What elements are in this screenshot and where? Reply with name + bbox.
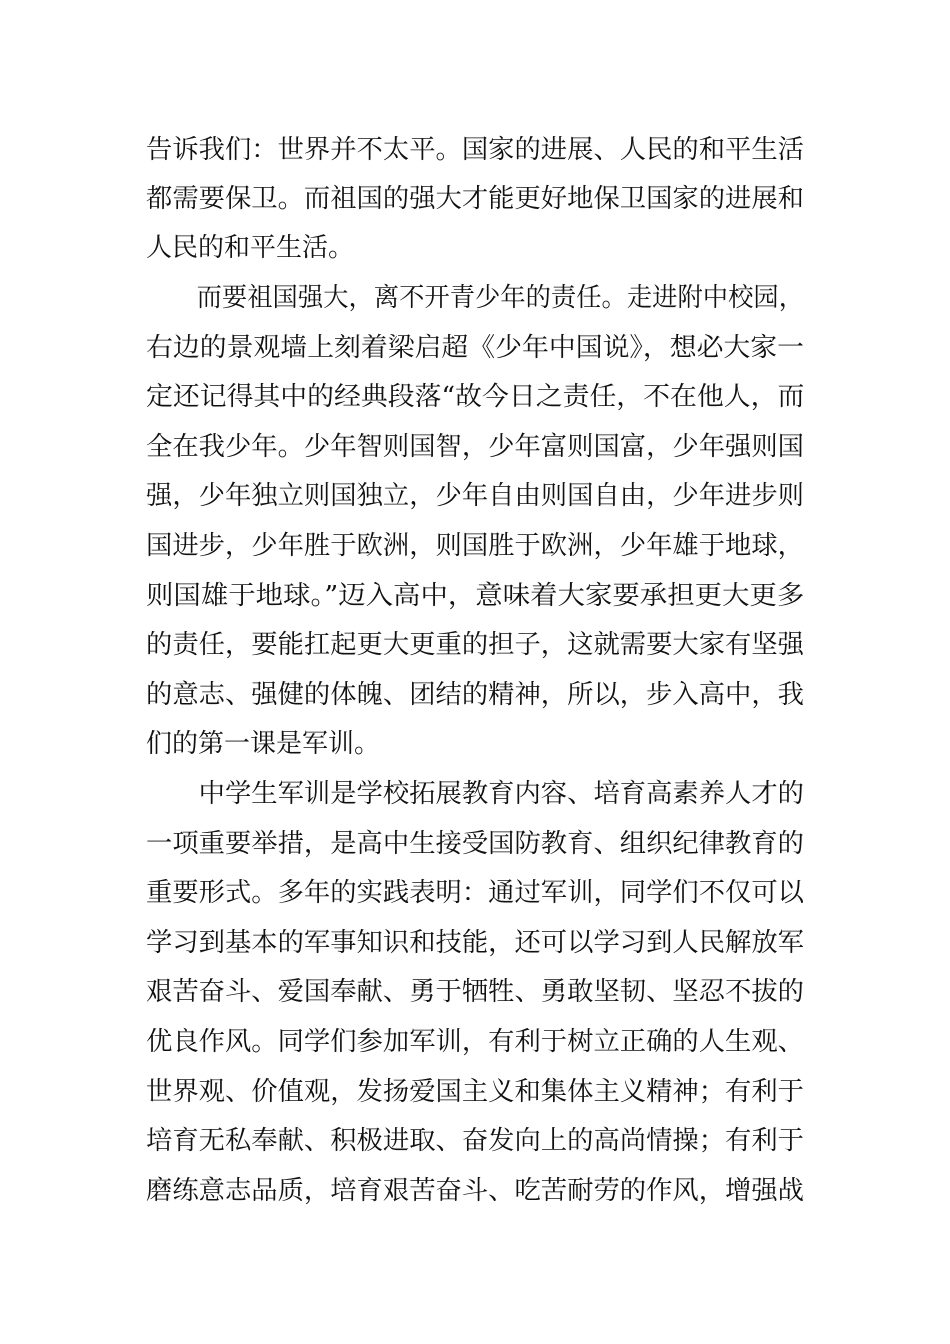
text-line: 都需要保卫。而祖国的强大才能更好地保卫国家的进展和 <box>146 184 805 214</box>
text-line: 艰苦奋斗、爱国奉献、勇于牺牲、勇敢坚韧、坚忍不拔的 <box>146 977 805 1007</box>
text-line: 重要形式。多年的实践表明：通过军训，同学们不仅可以 <box>146 878 805 908</box>
text-line: 强，少年独立则国独立，少年自由则国自由，少年进步则 <box>146 481 805 511</box>
text-line: 磨练意志品质，培育艰苦奋斗、吃苦耐劳的作风，增强战 <box>146 1176 805 1206</box>
text-line: 人民的和平生活。 <box>146 233 355 263</box>
text-line: 世界观、价值观，发扬爱国主义和集体主义精神；有利于 <box>146 1077 805 1107</box>
text-line: 培育无私奉献、积极进取、奋发向上的高尚情操；有利于 <box>146 1126 805 1156</box>
text-line: 国进步，少年胜于欧洲，则国胜于欧洲，少年雄于地球， <box>146 531 805 561</box>
text-line: 的责任，要能扛起更大更重的担子，这就需要大家有坚强 <box>146 630 805 660</box>
text-line: 们的第一课是军训。 <box>146 729 381 759</box>
text-line: 告诉我们：世界并不太平。国家的进展、人民的和平生活 <box>146 135 805 165</box>
text-line: 全在我少年。少年智则国智，少年富则国富，少年强则国 <box>146 432 805 462</box>
text-line: 学习到基本的军事知识和技能，还可以学习到人民解放军 <box>146 928 805 958</box>
text-line: 定还记得其中的经典段落“故今日之责任，不在他人，而 <box>146 382 805 412</box>
text-line: 优良作风。同学们参加军训，有利于树立正确的人生观、 <box>146 1027 805 1057</box>
text-line: 一项重要举措，是高中生接受国防教育、组织纪律教育的 <box>146 829 805 859</box>
text-line: 右边的景观墙上刻着梁启超《少年中国说》，想必大家一 <box>146 333 805 363</box>
text-line: 而要祖国强大，离不开青少年的责任。走进附中校园， <box>146 283 805 313</box>
text-line: 的意志、强健的体魄、团结的精神，所以，步入高中，我 <box>146 680 805 710</box>
text-line: 中学生军训是学校拓展教育内容、培育高素养人才的 <box>146 779 805 809</box>
text-line: 则国雄于地球。”迈入高中，意味着大家要承担更大更多 <box>146 581 805 611</box>
